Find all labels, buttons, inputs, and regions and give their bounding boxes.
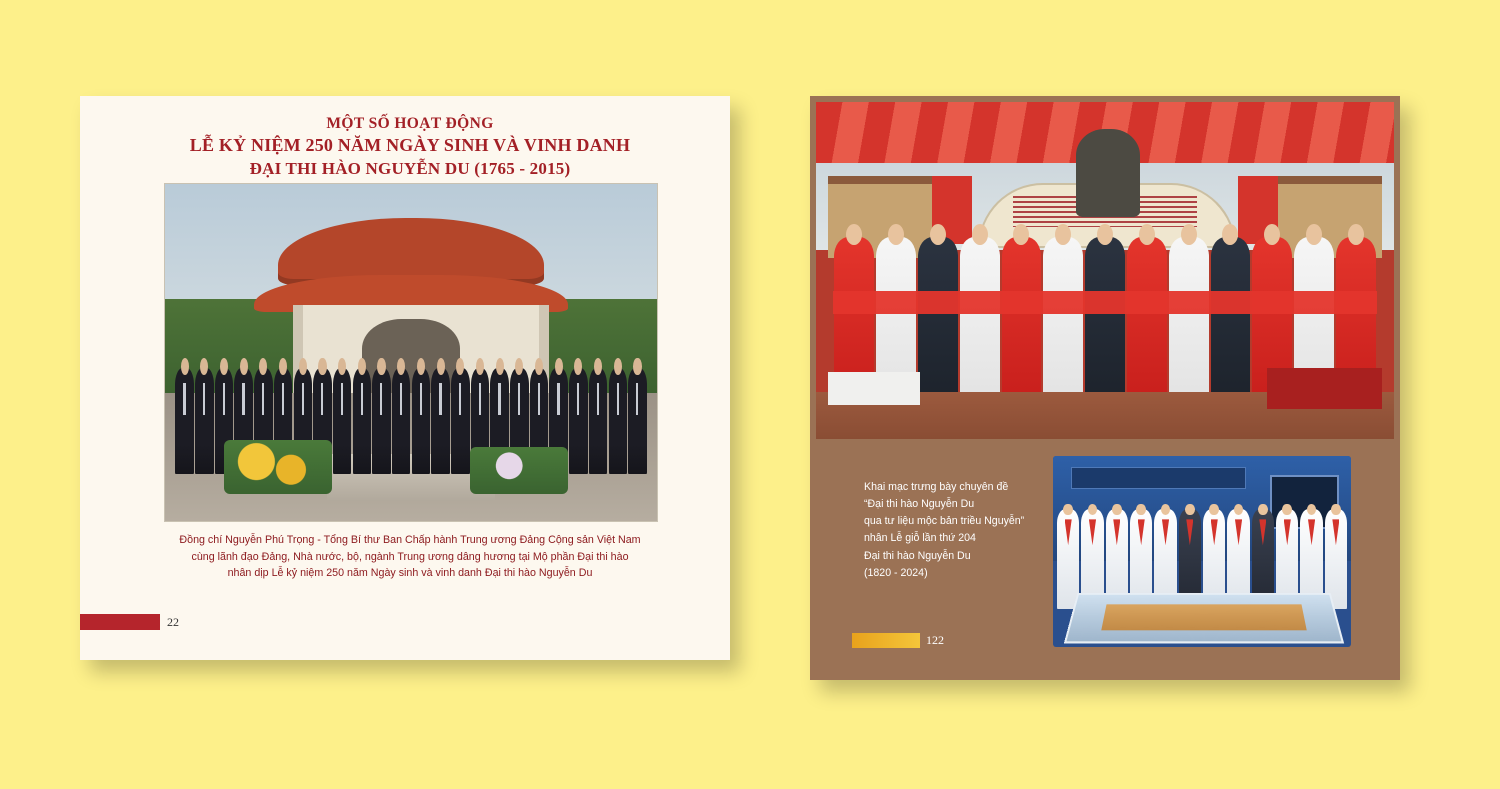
caption-line-6: (1820 - 2024) <box>864 566 928 579</box>
page-title <box>130 114 690 181</box>
title-line-2: LỄ KỶ NIỆM 250 NĂM NGÀY SINH VÀ VINH DANH <box>189 135 631 156</box>
photo-caption-left <box>140 532 680 582</box>
caption-line-1: Khai mạc trưng bày chuyên đề <box>864 481 1009 493</box>
title-line-1: MỘT SỐ HOẠT ĐỘNG <box>326 115 494 132</box>
caption-line-3: qua tư liệu mộc bản triều Nguyễn” <box>864 515 1025 528</box>
left-page <box>80 96 730 660</box>
photo-ribbon-cutting-ceremony <box>816 102 1394 439</box>
caption-line-1: Đồng chí Nguyễn Phú Trọng - Tổng Bí thư Ban Chấp hành Trung ương Đảng Cộng sản Việt Nam <box>179 534 641 546</box>
page-number-right: 122 <box>926 633 944 647</box>
folio-bar-left <box>80 614 160 630</box>
caption-line-3: nhân dịp Lễ kỷ niệm 250 năm Ngày sinh và vinh danh Đại thi hào Nguyễn Du <box>227 567 593 580</box>
caption-line-2: “Đại thi hào Nguyễn Du <box>864 498 975 511</box>
photo-students-exhibition <box>1053 456 1351 647</box>
title-line-3: ĐẠI THI HÀO NGUYỄN DU (1765 - 2015) <box>249 159 571 179</box>
caption-line-4: nhân Lễ giỗ lần thứ 204 <box>864 532 976 545</box>
left-page-content <box>80 96 730 660</box>
photo-illustration <box>816 102 1394 439</box>
folio-right <box>852 633 944 648</box>
photo-illustration <box>1053 456 1351 647</box>
caption-line-5: Đại thi hào Nguyễn Du <box>864 549 971 562</box>
caption-line-2: cùng lãnh đạo Đảng, Nhà nước, bộ, ngành Trung ương dâng hương tại Mộ phần Đại thi hào <box>191 550 629 563</box>
page-number-left: 22 <box>167 614 179 629</box>
photo-temple-gate-delegation <box>164 183 658 522</box>
folio-left <box>80 614 179 630</box>
photo-caption-right <box>864 479 1054 582</box>
right-page <box>810 96 1400 680</box>
photo-illustration <box>165 184 657 521</box>
folio-bar-right <box>852 633 920 648</box>
